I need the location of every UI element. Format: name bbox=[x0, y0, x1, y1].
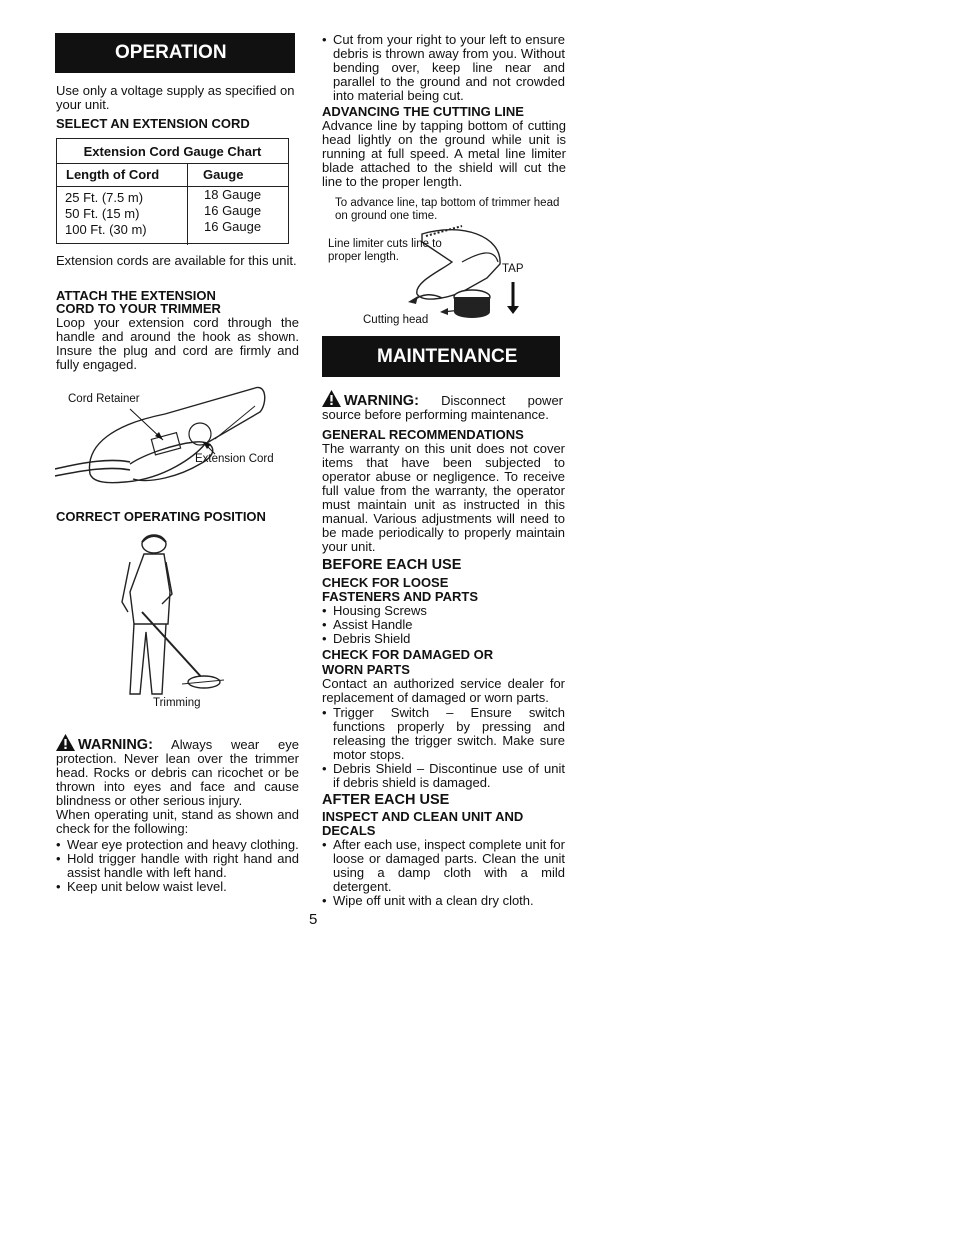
limiter-label: Line limiter cuts line to proper length. bbox=[328, 238, 442, 263]
select-cord-heading: SELECT AN EXTENSION CORD bbox=[56, 116, 250, 131]
cut-bullet-list bbox=[322, 33, 565, 103]
damaged-text: Contact an authorized service dealer for replacement of damaged or worn parts. bbox=[322, 676, 565, 705]
warning-icon bbox=[322, 390, 341, 407]
advancing-heading: ADVANCING THE CUTTING LINE bbox=[322, 104, 524, 119]
maintenance-banner bbox=[322, 336, 560, 377]
check-loose-line: CHECK FOR LOOSE bbox=[322, 575, 449, 590]
check-damaged-heading bbox=[322, 648, 493, 677]
chart-cell-length: 50 Ft. (15 m) bbox=[65, 206, 140, 221]
chart-col-gauge: Gauge bbox=[203, 167, 244, 182]
list-item: • Wear eye protection and heavy clothing. bbox=[56, 838, 299, 852]
shield-detail bbox=[462, 253, 498, 262]
check-damaged-line: CHECK FOR DAMAGED OR bbox=[322, 647, 494, 662]
general-heading: GENERAL RECOMMENDATIONS bbox=[322, 427, 524, 442]
position-heading: CORRECT OPERATING POSITION bbox=[56, 509, 266, 524]
cutting-head-arrowhead bbox=[440, 308, 448, 315]
chart-body bbox=[57, 187, 288, 245]
list-item: • Keep unit below waist level. bbox=[56, 880, 299, 894]
page-number: 5 bbox=[309, 911, 318, 928]
chart-cell-gauge: 18 Gauge bbox=[204, 187, 262, 202]
extension-cord-label: Extension Cord bbox=[195, 453, 274, 465]
before-heading: BEFORE EACH USE bbox=[322, 557, 462, 573]
loose-items bbox=[322, 604, 565, 646]
attach-heading bbox=[56, 289, 221, 316]
list-item: • Hold trigger handle with right hand and assist handle with left hand. bbox=[56, 852, 299, 880]
chart-gauge-cells bbox=[188, 187, 261, 245]
list-item: • Debris Shield bbox=[322, 632, 565, 646]
operator-legs bbox=[130, 624, 166, 694]
chart-col-length: Length of Cord bbox=[57, 164, 188, 186]
operation-banner bbox=[55, 33, 295, 73]
chart-length-cells bbox=[57, 187, 188, 245]
attach-text: Loop your extension cord through the handle and around the hook as shown. Insure the plug and cord are firmly and fully engaged. bbox=[56, 315, 299, 372]
tap-label: TAP bbox=[502, 263, 524, 275]
operation-bullets bbox=[56, 838, 299, 894]
gauge-chart bbox=[56, 138, 289, 244]
damaged-items bbox=[322, 706, 565, 790]
inspect-heading: INSPECT AND CLEAN UNIT AND DECALS bbox=[322, 809, 524, 838]
warning-label: WARNING: bbox=[344, 393, 419, 409]
trimmer-shaft bbox=[142, 612, 204, 680]
cutting-head-label: Cutting head bbox=[363, 314, 429, 326]
tap-arrow-head bbox=[507, 306, 519, 314]
voltage-paragraph bbox=[56, 84, 299, 112]
chart-title: Extension Cord Gauge Chart bbox=[57, 139, 288, 164]
warning-text: Disconnect power source before performing maintenance. bbox=[322, 393, 563, 422]
operator-torso bbox=[130, 554, 170, 624]
list-item: • Debris Shield – Discontinue use of unit if debris shield is damaged. bbox=[322, 762, 565, 790]
attach-heading-line: CORD TO YOUR TRIMMER bbox=[56, 301, 221, 316]
voltage-text: Use only a voltage supply as specified on your unit. bbox=[56, 83, 295, 112]
list-item: • After each use, inspect complete unit for loose or damaged parts. Clean the unit using a damp cloth with a mild detergent. bbox=[322, 838, 565, 894]
list-item: • Wipe off unit with a clean dry cloth. bbox=[322, 894, 565, 908]
maintenance-warning bbox=[322, 390, 563, 422]
warning-text: Always wear eye protection. Never lean over the trimmer head. Rocks or debris can ricochet or be thrown into eyes and face and cause blindness or other serious injury. bbox=[56, 737, 299, 808]
warning-icon bbox=[56, 734, 75, 751]
cord-retainer-label: Cord Retainer bbox=[68, 393, 140, 405]
cord-line bbox=[55, 460, 130, 469]
stand-text: When operating unit, stand as shown and check for the following: bbox=[56, 807, 299, 836]
trimming-label: Trimming bbox=[153, 697, 201, 709]
list-item: • Assist Handle bbox=[322, 618, 565, 632]
cutting-head-base bbox=[454, 306, 490, 318]
check-loose-line: FASTENERS AND PARTS bbox=[322, 589, 479, 604]
operation-title: OPERATION bbox=[115, 42, 227, 63]
handle-detail bbox=[215, 406, 255, 439]
warning-label: WARNING: bbox=[78, 737, 153, 753]
maintenance-title: MAINTENANCE bbox=[377, 345, 518, 367]
operator-head bbox=[142, 535, 166, 553]
operator-illustration bbox=[112, 532, 232, 702]
list-item: • Housing Screws bbox=[322, 604, 565, 618]
check-damaged-line: WORN PARTS bbox=[322, 662, 410, 677]
chart-cell-length: 100 Ft. (30 m) bbox=[65, 222, 147, 237]
operator-arm bbox=[122, 562, 130, 612]
advance-caption: To advance line, tap bottom of trimmer head on ground one time. bbox=[335, 197, 560, 222]
general-text: The warranty on this unit does not cover items that have been subjected to operator abuse or negligence. To receive full value from the warranty, the operator must maintain unit as instructed in this manual. Various adjustments will need to be made periodically to properly maintain your unit. bbox=[322, 441, 565, 554]
cord-line bbox=[55, 468, 130, 476]
chart-cell-length: 25 Ft. (7.5 m) bbox=[65, 190, 144, 205]
after-items bbox=[322, 838, 565, 908]
cords-available-text: Extension cords are available for this unit. bbox=[56, 253, 297, 268]
operator-arm bbox=[162, 562, 172, 604]
after-heading: AFTER EACH USE bbox=[322, 792, 450, 808]
advancing-text: Advance line by tapping bottom of cutting head lightly on the ground while unit is running at full speed. A metal line limiter blade attached to the shield will cut the line to the proper length. bbox=[322, 118, 566, 189]
chart-cell-gauge: 16 Gauge bbox=[204, 203, 262, 218]
list-item: • Cut from your right to your left to ensure debris is thrown away from you. Without bending over, keep line near and parallel to the ground and not crowded into material being cut. bbox=[322, 33, 565, 103]
chart-cell-gauge: 16 Gauge bbox=[204, 219, 262, 234]
chart-header-row bbox=[57, 164, 288, 187]
check-loose-heading bbox=[322, 576, 478, 604]
operation-warning bbox=[56, 734, 299, 808]
limiter-arrowhead bbox=[408, 296, 418, 304]
list-item: • Trigger Switch – Ensure switch functions properly by pressing and releasing the trigger switch. Make sure motor stops. bbox=[322, 706, 565, 762]
attach-heading-line: ATTACH THE EXTENSION bbox=[56, 288, 216, 303]
